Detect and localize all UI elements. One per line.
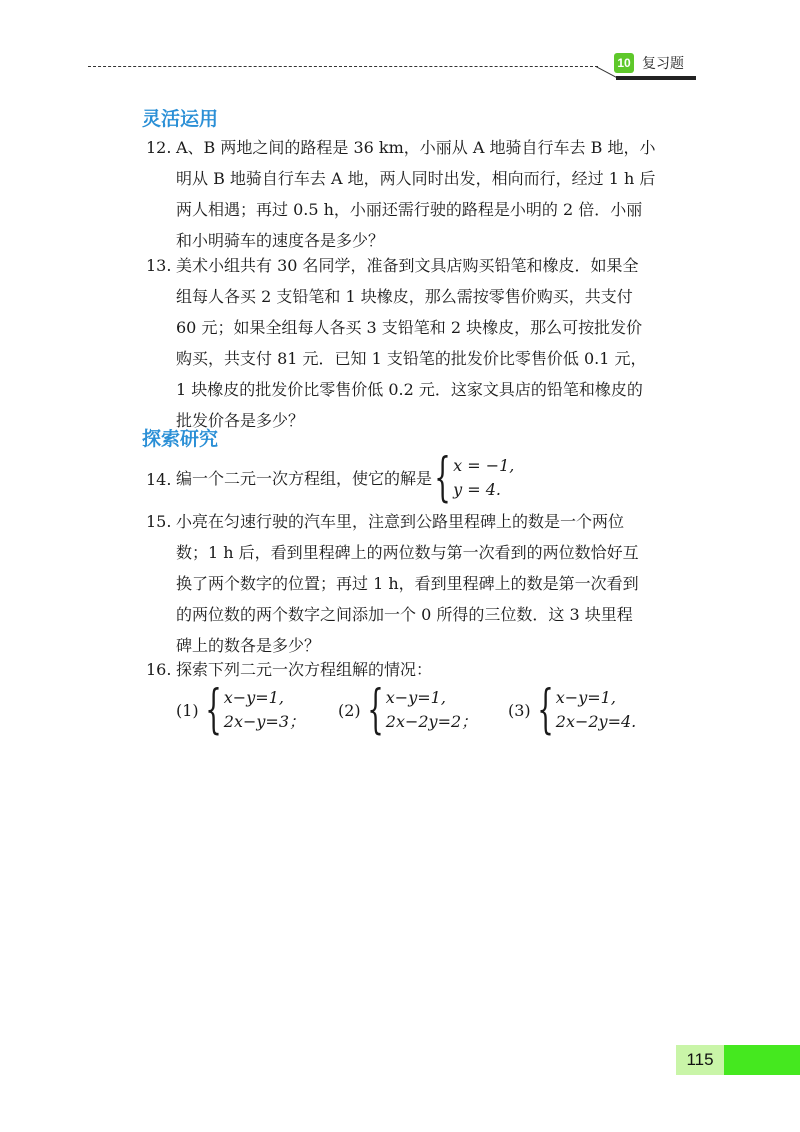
system-label: (3) — [508, 700, 531, 720]
equation: 2x−y=3； — [223, 712, 306, 731]
problem-line: A、B 两地之间的路程是 36 km，小丽从 A 地骑自行车去 B 地，小 — [176, 138, 656, 157]
equation: 2x−2y=4. — [555, 712, 637, 731]
page-number: 115 — [676, 1045, 724, 1075]
problem-line: 碑上的数各是多少？ — [176, 636, 321, 655]
equation: x−y=1, — [223, 688, 284, 707]
problem-line: 两人相遇；再过 0.5 h，小丽还需行驶的路程是小明的 2 倍．小丽 — [176, 200, 643, 219]
chapter-number-badge: 10 — [614, 53, 634, 73]
section-title-flexible: 灵活运用 — [142, 108, 219, 130]
brace-glyph: { — [366, 680, 384, 740]
problem-line: 购买，共支付 81 元．已知 1 支铅笔的批发价比零售价低 0.1 元， — [176, 349, 647, 368]
system-label: (2) — [338, 700, 361, 720]
brace-glyph: { — [536, 680, 554, 740]
problem-line: 数；1 h 后，看到里程碑上的两位数与第一次看到的两位数恰好互 — [176, 543, 639, 562]
problem-number: 13. — [146, 256, 172, 275]
header-underline — [616, 76, 696, 80]
equation-system — [176, 680, 306, 740]
problem-line: 美术小组共有 30 名同学，准备到文具店购买铅笔和橡皮．如果全 — [176, 256, 639, 275]
problem-number: 14. — [146, 470, 172, 489]
chapter-title: 复习题 — [642, 56, 684, 72]
problem-line: 换了两个数字的位置；再过 1 h，看到里程碑上的数是第一次看到 — [176, 574, 639, 593]
equation-system — [508, 680, 637, 740]
problem-14 — [146, 448, 698, 508]
equation: x−y=1, — [385, 688, 446, 707]
problem-line: 和小明骑车的速度各是多少？ — [176, 231, 385, 250]
problem-16 — [146, 654, 698, 685]
problem-line: 1 块橡皮的批发价比零售价低 0.2 元．这家文具店的铅笔和橡皮的 — [176, 380, 643, 399]
section-title-explore: 探索研究 — [142, 428, 219, 450]
system-label: (1) — [176, 700, 199, 720]
problem-number: 16. — [146, 660, 172, 679]
brace-glyph: { — [204, 680, 222, 740]
problem-13 — [146, 250, 698, 436]
problem-line: 组每人各买 2 支铅笔和 1 块橡皮，那么需按零售价购买，共支付 — [176, 287, 633, 306]
equation: x = −1, — [453, 456, 515, 475]
header-divider — [88, 66, 598, 67]
equation: 2x−2y=2； — [385, 712, 478, 731]
problem-number: 12. — [146, 138, 172, 157]
brace-glyph: { — [434, 448, 451, 508]
equation: x−y=1, — [555, 688, 616, 707]
equation-system — [432, 448, 515, 508]
problem-number: 15. — [146, 512, 172, 531]
problem-text: 编一个二元一次方程组，使它的解是 — [176, 468, 433, 488]
problem-line: 批发价各是多少？ — [176, 411, 305, 430]
problem-line: 60 元；如果全组每人各买 3 支铅笔和 2 块橡皮，那么可按批发价 — [176, 318, 643, 337]
problem-line: 的两位数的两个数字之间添加一个 0 所得的三位数．这 3 块里程 — [176, 605, 633, 624]
problem-line: 明从 B 地骑自行车去 A 地，两人同时出发，相向而行，经过 1 h 后 — [176, 169, 656, 188]
problem-15 — [146, 506, 698, 661]
problem-12 — [146, 132, 698, 256]
equation-system — [338, 680, 478, 740]
problem-line: 小亮在匀速行驶的汽车里，注意到公路里程碑上的数是一个两位 — [176, 512, 625, 531]
problem-text: 探索下列二元一次方程组解的情况： — [176, 660, 433, 679]
equation: y = 4. — [453, 480, 501, 499]
